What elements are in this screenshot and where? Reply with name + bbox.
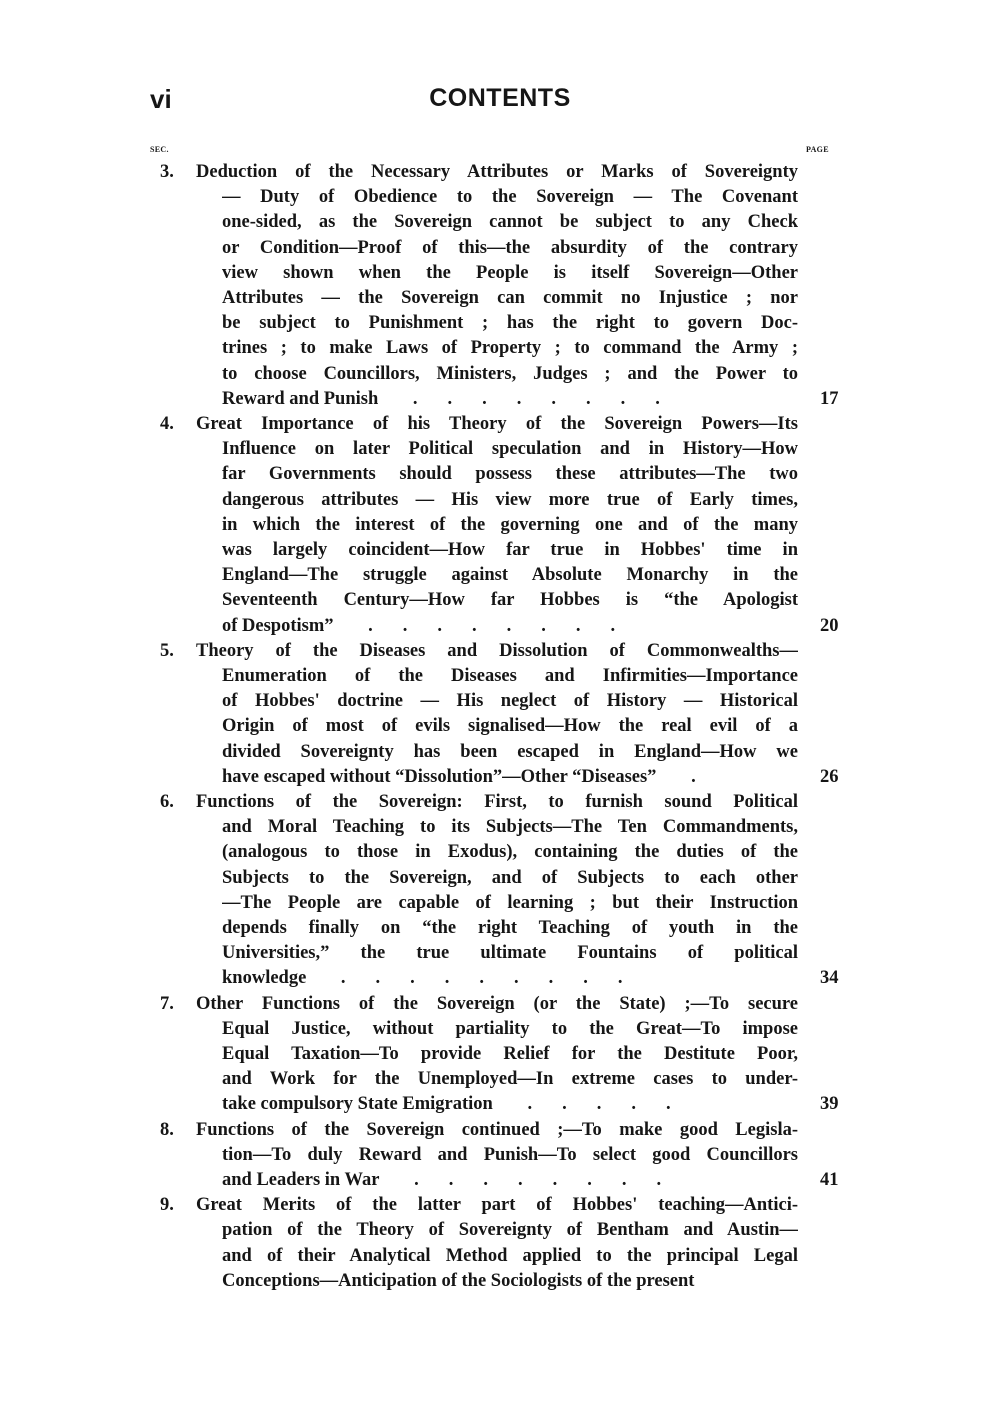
summary-line: Attributes — the Sovereign can commit no Injustice ; nor (222, 288, 798, 309)
summary-line: trines ; to make Laws of Property ; to command the Army ; (222, 338, 798, 359)
contents-entry (0, 160, 1000, 412)
page-reference: 34 (820, 968, 839, 989)
summary-line: depends finally on “the right Teaching of youth in the (222, 918, 798, 939)
summary-line: divided Sovereignty has been escaped in England—How we (222, 741, 798, 762)
section-summary (196, 639, 798, 790)
dot-leader: ..... (492, 1094, 701, 1115)
summary-line: Equal Taxation—To provide Relief for the Destitute Poor, (222, 1044, 798, 1064)
page-column-label: PAGE (806, 145, 829, 154)
dot-leader: . (656, 766, 726, 787)
summary-line: be subject to Punishment ; has the right to govern Doc- (222, 313, 798, 334)
summary-line: Great Importance of his Theory of the Sovereign Powers—Its (196, 414, 798, 434)
section-number: 4. (160, 414, 174, 434)
dot-leader: ........ (379, 1170, 692, 1190)
section-number: 7. (160, 993, 174, 1014)
section-column-label: SEC. (150, 145, 169, 154)
summary-line: Seventeenth Century—How far Hobbes is “the Apologist (222, 590, 798, 611)
page-number: vi (150, 84, 172, 114)
summary-line: — Duty of Obedience to the Sovereign — The Covenant (222, 187, 798, 208)
dot-leader: ........ (333, 615, 646, 636)
summary-line: tion—To duly Reward and Punish—To select good Councillors (222, 1144, 798, 1165)
section-number: 8. (160, 1119, 174, 1140)
dot-leader: ........ (378, 388, 690, 409)
summary-line: Theory of the Diseases and Dissolution of Commonwealths— (196, 640, 798, 661)
summary-line: and Work for the Unemployed—In extreme cases to under- (222, 1069, 798, 1090)
summary-line: one-sided, as the Sovereign cannot be subject to any Check (222, 212, 798, 233)
section-number: 9. (160, 1195, 174, 1216)
summary-line: was largely coincident—How far true in Hobbes' time in (222, 540, 798, 561)
summary-line: England—The struggle against Absolute Monarchy in the (222, 565, 798, 586)
summary-line: Conceptions—Anticipation of the Sociologists of the present (222, 1270, 695, 1291)
page-reference: 20 (820, 615, 839, 636)
summary-line: —The People are capable of learning ; but their Instruction (222, 892, 798, 913)
summary-line: Reward and Punish ........ (222, 388, 690, 409)
page-reference: 39 (820, 1094, 839, 1115)
contents-entry (0, 992, 1000, 1118)
section-summary (196, 412, 798, 639)
section-number: 5. (160, 640, 174, 661)
summary-line: Functions of the Sovereign continued ;—To make good Legisla- (196, 1119, 798, 1140)
dot-leader: ......... (306, 968, 653, 989)
summary-line: Great Merits of the latter part of Hobbes' teaching—Antici- (196, 1195, 798, 1216)
summary-line: pation of the Theory of Sovereignty of Bentham and Austin— (222, 1220, 798, 1241)
contents-entry (0, 1193, 1000, 1294)
contents-entry (0, 790, 1000, 992)
section-summary (196, 1193, 798, 1294)
summary-line: have escaped without “Dissolution”—Other “Diseases” . (222, 766, 726, 787)
summary-line: to choose Councillors, Ministers, Judges ; and the Power to (222, 363, 798, 384)
summary-line: in which the interest of the governing one and of the many (222, 514, 798, 535)
summary-line: knowledge ......... (222, 968, 653, 989)
summary-line: Influence on later Political speculation and in History—How (222, 439, 798, 460)
summary-line: Other Functions of the Sovereign (or the State) ;—To secure (196, 993, 798, 1014)
summary-line: dangerous attributes — His view more true of Early times, (222, 489, 798, 510)
page-reference: 41 (820, 1169, 839, 1190)
summary-line: Deduction of the Necessary Attributes or Marks of Sovereignty (196, 162, 798, 182)
summary-line: view shown when the People is itself Sovereign—Other (222, 262, 798, 283)
summary-line: Equal Justice, without partiality to the Great—To impose (222, 1018, 798, 1039)
section-summary (196, 1118, 798, 1194)
summary-line: Origin of most of evils signalised—How the real evil of a (222, 716, 798, 737)
section-number: 6. (160, 792, 174, 812)
summary-line: Enumeration of the Diseases and Infirmities—Importance (222, 666, 798, 686)
summary-line: take compulsory State Emigration ..... (222, 1094, 701, 1115)
section-summary (196, 790, 798, 992)
summary-line: Functions of the Sovereign: First, to furnish sound Political (196, 792, 798, 812)
page-reference: 26 (820, 766, 839, 787)
summary-line: Universities,” the true ultimate Fountains of political (222, 943, 798, 964)
summary-line: far Governments should possess these attributes—The two (222, 464, 798, 485)
summary-line: and Moral Teaching to its Subjects—The Ten Commandments, (222, 817, 798, 838)
contents-entry (0, 412, 1000, 639)
summary-line: of Despotism” ........ (222, 615, 646, 636)
summary-line: and Leaders in War ........ (222, 1170, 692, 1190)
page-reference: 17 (820, 388, 839, 409)
summary-line: Subjects to the Sovereign, and of Subjects to each other (222, 867, 798, 888)
summary-line: (analogous to those in Exodus), containing the duties of the (222, 842, 798, 863)
summary-line: and of their Analytical Method applied to the principal Legal (222, 1245, 798, 1266)
contents-entry (0, 639, 1000, 790)
section-summary (196, 160, 798, 412)
running-title: CONTENTS (429, 84, 571, 112)
summary-line: or Condition—Proof of this—the absurdity of the contrary (222, 237, 798, 258)
summary-line: of Hobbes' doctrine — His neglect of History — Historical (222, 691, 798, 712)
section-number: 3. (160, 162, 174, 182)
contents-entry (0, 1118, 1000, 1194)
section-summary (196, 992, 798, 1118)
